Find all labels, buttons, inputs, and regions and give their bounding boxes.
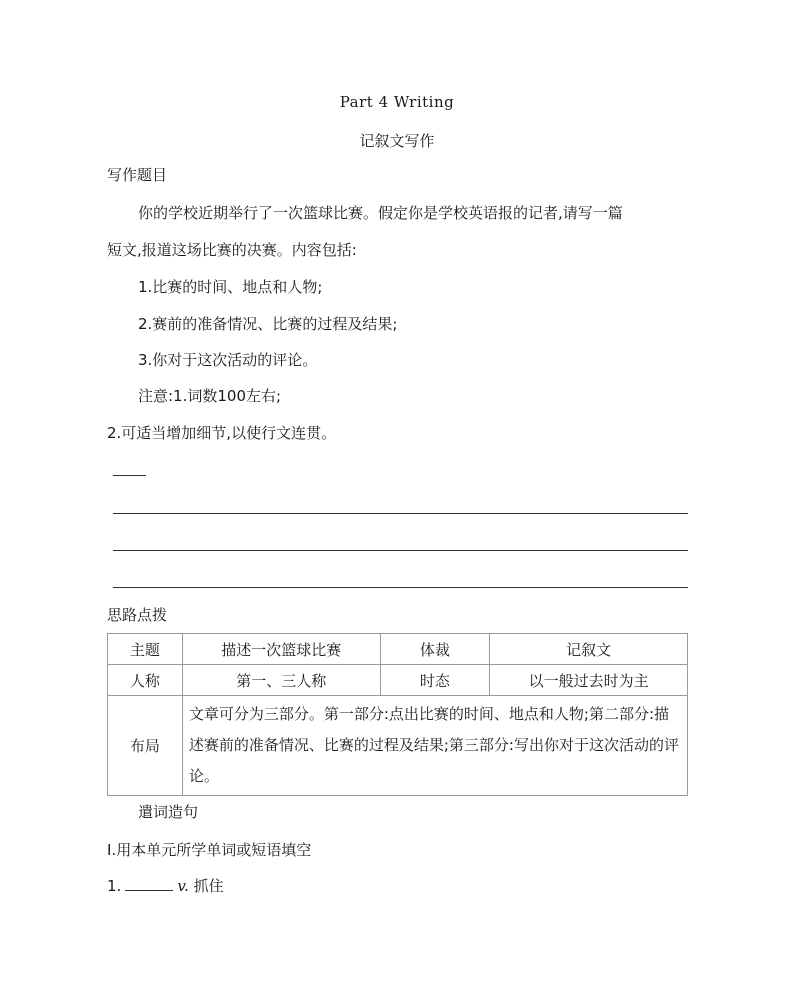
question-number: 1.	[107, 877, 122, 895]
table-cell: 时态	[380, 665, 490, 696]
guide-heading: 思路点拨	[107, 606, 168, 624]
answer-blank-start[interactable]	[113, 475, 146, 476]
table-cell: 记叙文	[490, 634, 688, 665]
prompt-intro-line2: 短文,报道这场比赛的决赛。内容包括:	[107, 241, 357, 259]
layout-description: 文章可分为三部分。第一部分:点出比赛的时间、地点和人物;第二部分:描述赛前的准备情况、比赛的过程及结果;第三部分:写出你对于这次活动的评论。	[182, 696, 687, 796]
vocab-section-title: Ⅰ.用本单元所学单词或短语填空	[107, 841, 312, 859]
prompt-note-1: 注意:1.词数100左右;	[138, 387, 282, 405]
vocab-question-1	[107, 876, 224, 896]
answer-blank[interactable]	[125, 876, 173, 891]
table-cell: 描述一次篮球比赛	[182, 634, 380, 665]
table-row	[108, 696, 688, 796]
answer-line-3[interactable]	[113, 587, 688, 588]
prompt-item-2: 2.赛前的准备情况、比赛的过程及结果;	[138, 315, 398, 333]
prompt-item-3: 3.你对于这次活动的评论。	[138, 351, 318, 369]
answer-line-2[interactable]	[113, 550, 688, 551]
table-row	[108, 634, 688, 665]
prompt-heading: 写作题目	[107, 166, 168, 184]
table-cell: 主题	[108, 634, 183, 665]
guide-table	[107, 633, 688, 796]
table-cell: 第一、三人称	[182, 665, 380, 696]
part-of-speech: v.	[177, 877, 189, 895]
table-cell: 体裁	[380, 634, 490, 665]
vocab-heading: 遣词造句	[138, 803, 199, 821]
table-cell: 以一般过去时为主	[490, 665, 688, 696]
prompt-intro-line1: 你的学校近期举行了一次篮球比赛。假定你是学校英语报的记者,请写一篇	[138, 204, 623, 222]
answer-line-1[interactable]	[113, 513, 688, 514]
part-title: Part 4 Writing	[339, 93, 455, 111]
question-meaning: 抓住	[193, 877, 224, 895]
table-row	[108, 665, 688, 696]
prompt-note-2: 2.可适当增加细节,以使行文连贯。	[107, 424, 337, 442]
section-subtitle: 记叙文写作	[359, 132, 435, 150]
table-cell: 人称	[108, 665, 183, 696]
layout-label: 布局	[108, 696, 183, 796]
prompt-item-1: 1.比赛的时间、地点和人物;	[138, 278, 323, 296]
